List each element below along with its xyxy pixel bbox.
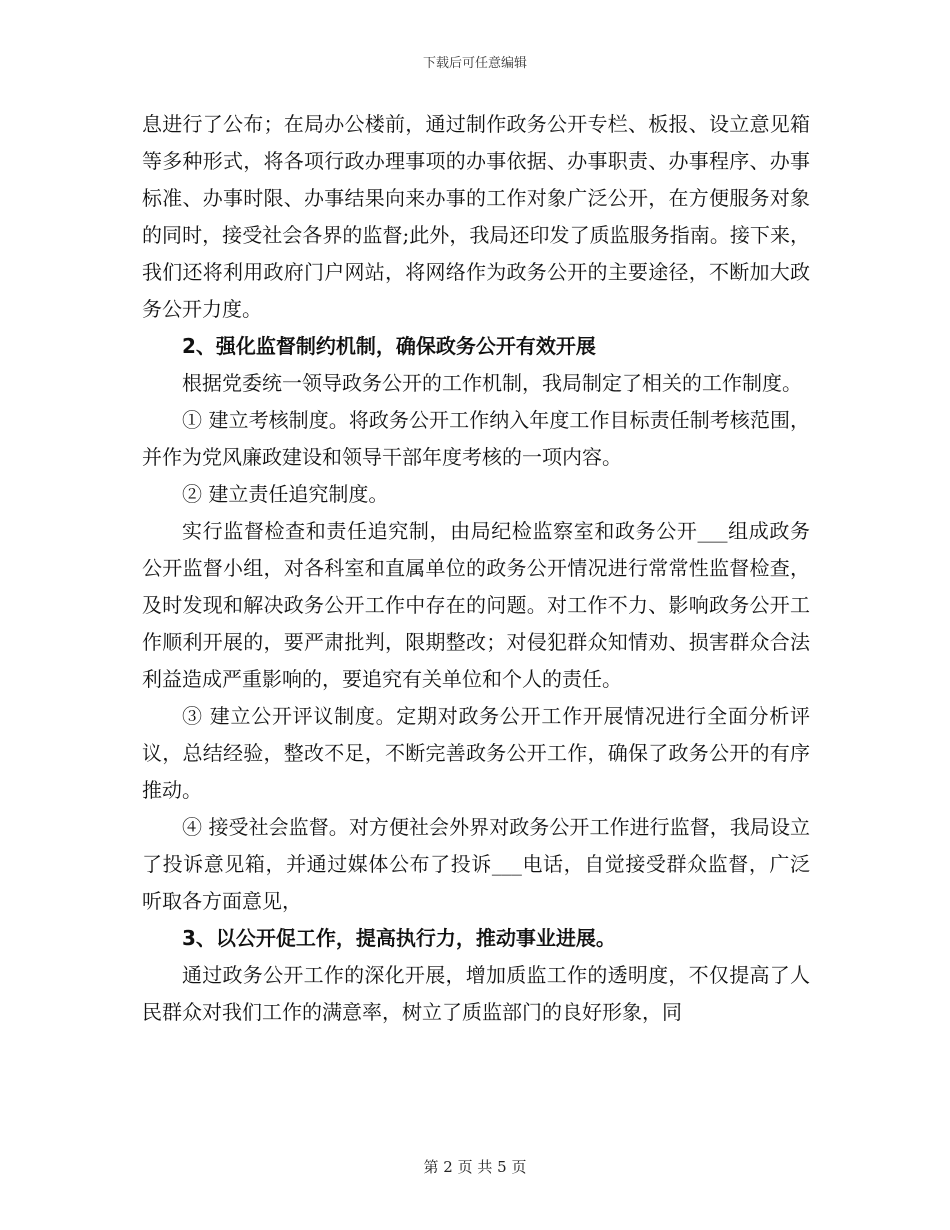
section-heading-3: 3、以公开促工作，提高执行力，推动事业进展。 [182, 926, 616, 950]
paragraph-public-evaluation: ③ 建立公开评议制度。定期对政务公开工作开展情况进行全面分析评议，总结经验，整改不足，不断完善政务公开工作，确保了政务公开的有序推动。 [142, 704, 810, 802]
paragraph-accountability-system: ② 建立责任追究制度。 [182, 482, 389, 506]
page-footer: 第 2 页 共 5 页 [423, 1158, 527, 1176]
section-heading-2: 2、强化监督制约机制，确保政务公开有效开展 [182, 334, 596, 358]
paragraph-publicity-continued: 息进行了公布；在局办公楼前，通过制作政务公开专栏、板报、设立意见箱等多种形式，将各项行政办理事项的办事依据、办事职责、办事程序、办事标准、办事时限、办事结果向来办事的工作对象广泛公开，在方便服务对象的同时，接受社会各界的监督;此外，我局还印发了质监服务指南。接下来，我们还将利用政府门户网站，将网络作为政务公开的主要途径，不断加大政务公开力度。 [142, 112, 810, 321]
paragraph-supervision-inspection: 实行监督检查和责任追究制，由局纪检监察室和政务公开___组成政务公开监督小组，对各科室和直属单位的政务公开情况进行常常性监督检查，及时发现和解决政务公开工作中存在的问题。对工作不力、影响政务公开工作顺利开展的，要严肃批判，限期整改；对侵犯群众知情劝、损害群众合法利益造成严重影响的，要追究有关单位和个人的责任。 [142, 519, 810, 691]
page-header: 下载后可任意编辑 [422, 56, 527, 71]
paragraph-assessment-system: ① 建立考核制度。将政务公开工作纳入年度工作目标责任制考核范围，并作为党风廉政建设和领导干部年度考核的一项内容。 [142, 408, 810, 469]
paragraph-social-supervision: ④ 接受社会监督。对方便社会外界对政务公开工作进行监督，我局设立了投诉意见箱，并通过媒体公布了投诉___电话，自觉接受群众监督，广泛听取各方面意见， [142, 815, 810, 913]
paragraph-work-system: 根据党委统一领导政务公开的工作机制，我局制定了相关的工作制度。 [182, 371, 802, 395]
paragraph-transparency: 通过政务公开工作的深化开展，增加质监工作的透明度，不仅提高了人民群众对我们工作的满意率，树立了质监部门的良好形象，同 [142, 963, 810, 1024]
document-body [142, 106, 810, 1031]
